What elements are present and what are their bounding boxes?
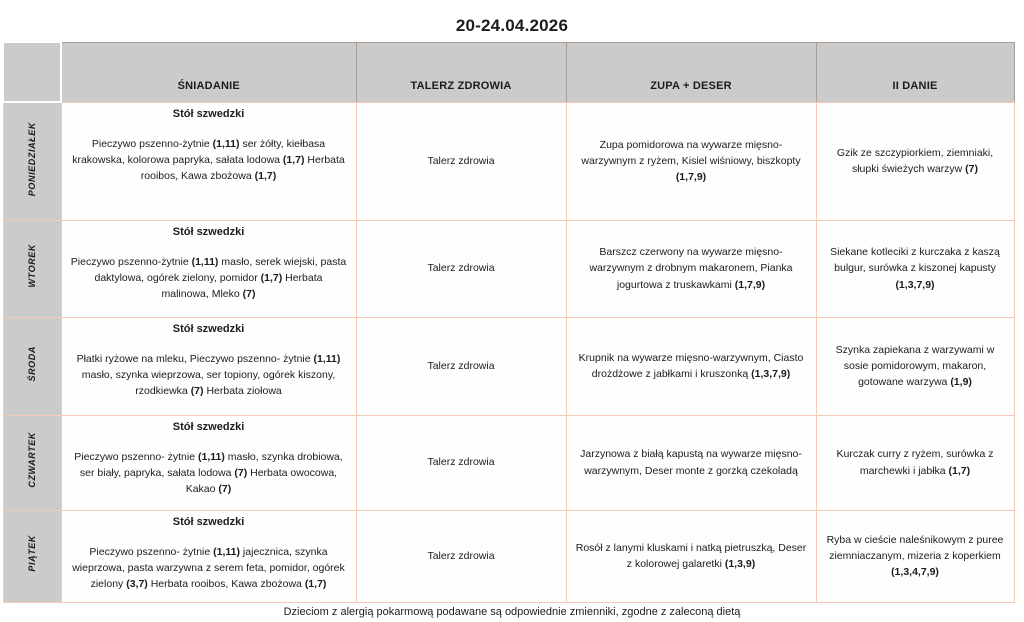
breakfast-cell-monday: [61, 102, 356, 220]
soup-dessert-cell-tuesday: Barszcz czerwony na wywarze mięsno-warzywnym z drobnym makaronem, Pianka jogurtowa z truskawkami (1,7,9): [566, 220, 816, 317]
allergy-note: Dzieciom z alergią pokarmową podawane są odpowiednie zmienniki, zgodne z zaleconą dietą: [283, 605, 741, 618]
health-plate-cell-friday: Talerz zdrowia: [356, 510, 566, 602]
health-plate-cell-thursday: Talerz zdrowia: [356, 415, 566, 510]
page-title: 20-24.04.2026: [455, 16, 569, 35]
header-row: [3, 42, 1014, 102]
soup-dessert-cell-friday: Rosół z lanymi kluskami i natką pietruszką, Deser z kolorowej galaretki (1,3,9): [566, 510, 816, 602]
breakfast-cell-wednesday: [61, 317, 356, 415]
day-label-tuesday: WTOREK: [3, 220, 61, 317]
soup-dessert-cell-wednesday: Krupnik na wywarze mięsno-warzywnym, Ciasto drożdżowe z jabłkami i kruszonką (1,3,7,9): [566, 317, 816, 415]
breakfast-text: Płatki ryżowe na mleku, Pieczywo pszenno- żytnie (1,11) masło, szynka wieprzowa, ser topiony, ogórek kiszony, rzodkiewka (7) Herbata ziołowa: [76, 352, 341, 398]
second-course-cell-wednesday: Szynka zapiekana z warzywami w sosie pomidorowym, makaron, gotowane warzywa (1,9): [816, 317, 1014, 415]
menu-row-friday: [3, 510, 1014, 602]
day-label-friday: PIĄTEK: [3, 510, 61, 602]
corner-cell: [3, 42, 61, 102]
day-label-thursday: CZWARTEK: [3, 415, 61, 510]
soup-dessert-cell-thursday: Jarzynowa z białą kapustą na wywarze mięsno-warzywnym, Deser monte z gorzką czekoladą: [566, 415, 816, 510]
breakfast-header: Stół szwedzki: [172, 515, 245, 528]
health-plate-cell-tuesday: Talerz zdrowia: [356, 220, 566, 317]
breakfast-header: Stół szwedzki: [172, 107, 245, 120]
menu-table: [2, 41, 1015, 603]
day-label-monday: PONIEDZIAŁEK: [3, 102, 61, 220]
breakfast-text: Pieczywo pszenno-żytnie (1,11) masło, serek wiejski, pasta daktylowa, ogórek zielony, pomidor (1,7) Herbata malinowa, Mleko (7): [70, 255, 347, 301]
breakfast-cell-tuesday: [61, 220, 356, 317]
breakfast-text: Pieczywo pszenno-żytnie (1,11) ser żółty, kiełbasa krakowska, kolorowa papryka, sałata lodowa (1,7) Herbata rooibos, Kawa zbożowa (1,7): [72, 137, 345, 183]
soup-dessert-cell-monday: Zupa pomidorowa na wywarze mięsno-warzywnym z ryżem, Kisiel wiśniowy, biszkopty (1,7,9): [566, 102, 816, 220]
breakfast-header: Stół szwedzki: [172, 322, 245, 335]
breakfast-text: Pieczywo pszenno- żytnie (1,11) masło, szynka drobiowa, ser biały, papryka, sałata lodowa (7) Herbata owocowa, Kakao (7): [74, 450, 343, 496]
health-plate-cell-monday: Talerz zdrowia: [356, 102, 566, 220]
breakfast-text: Pieczywo pszenno- żytnie (1,11) jajecznica, szynka wieprzowa, pasta warzywna z serem feta, pomidor, ogórek zielony (3,7) Herbata rooibos, Kawa zbożowa (1,7): [72, 545, 345, 591]
breakfast-cell-friday: [61, 510, 356, 602]
col-header-second-course: II DANIE: [816, 42, 1014, 102]
health-plate-cell-wednesday: Talerz zdrowia: [356, 317, 566, 415]
col-header-soup-dessert: ZUPA + DESER: [566, 42, 816, 102]
col-header-breakfast: ŚNIADANIE: [61, 42, 356, 102]
second-course-cell-thursday: Kurczak curry z ryżem, surówka z marchewki i jabłka (1,7): [816, 415, 1014, 510]
day-label-wednesday: ŚRODA: [3, 317, 61, 415]
col-header-health-plate: TALERZ ZDROWIA: [356, 42, 566, 102]
second-course-cell-friday: Ryba w cieście naleśnikowym z puree ziemniaczanym, mizeria z koperkiem (1,3,4,7,9): [816, 510, 1014, 602]
breakfast-header: Stół szwedzki: [172, 420, 245, 433]
menu-row-monday: [3, 102, 1014, 220]
menu-row-thursday: [3, 415, 1014, 510]
second-course-cell-tuesday: Siekane kotleciki z kurczaka z kaszą bulgur, surówka z kiszonej kapusty (1,3,7,9): [816, 220, 1014, 317]
breakfast-cell-thursday: [61, 415, 356, 510]
second-course-cell-monday: Gzik ze szczypiorkiem, ziemniaki, słupki świeżych warzyw (7): [816, 102, 1014, 220]
menu-row-tuesday: [3, 220, 1014, 317]
breakfast-header: Stół szwedzki: [172, 225, 245, 238]
menu-row-wednesday: [3, 317, 1014, 415]
